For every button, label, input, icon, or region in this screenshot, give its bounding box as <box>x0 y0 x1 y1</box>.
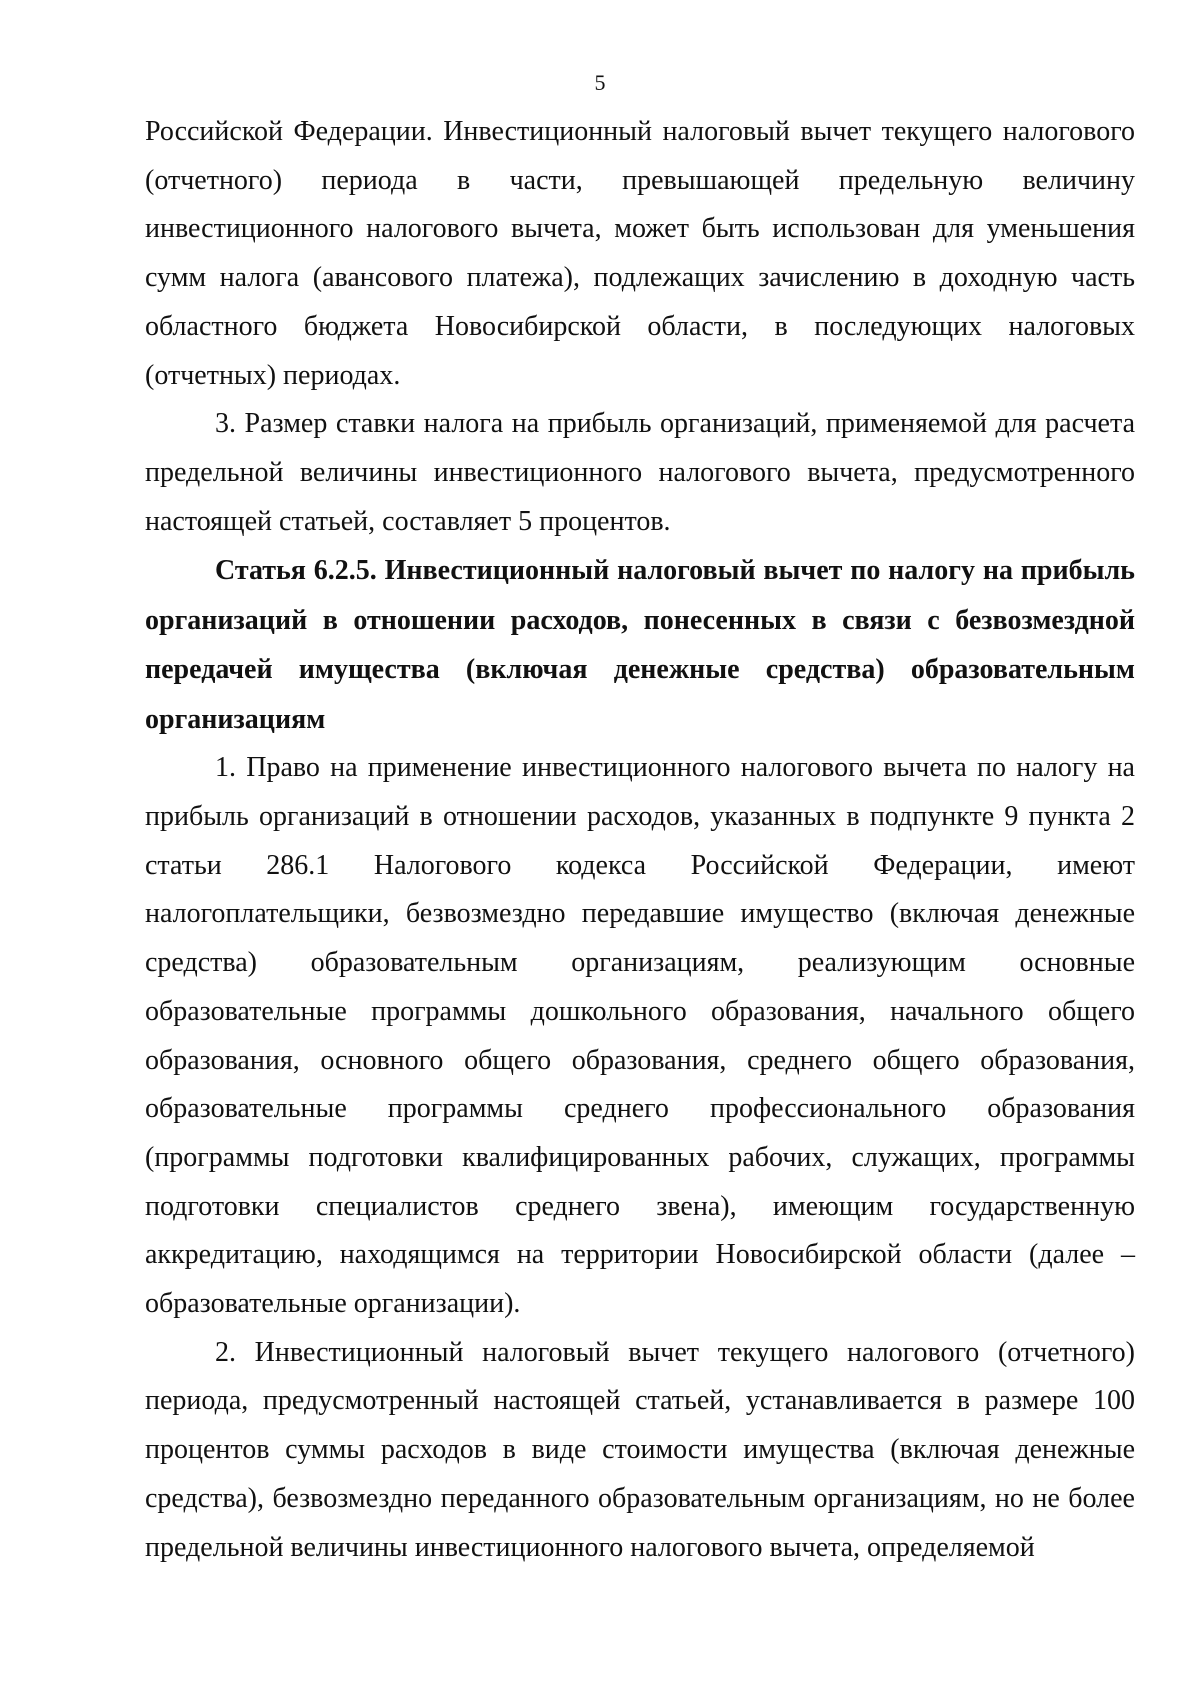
paragraph-item-1: 1. Право на применение инвестиционного налогового вычета по налогу на прибыль организаций в отношении расходов, указанных в подпункте 9 пункта 2 статьи 286.1 Налогового кодекса Российской Федерации, имеют налогоплательщики, безвозмездно передавшие имущество (включая денежные средства) образовательным организациям, реализующим основные образовательные программы дошкольного образования, начального общего образования, основного общего образования, среднего общего образования, образовательные программы среднего профессионального образования (программы подготовки квалифицированных рабочих, служащих, программы подготовки специалистов среднего звена), имеющим государственную аккредитацию, находящимся на территории Новосибирской области (далее – образовательные организации). <box>145 752 1135 1320</box>
page-number: 5 <box>594 70 606 95</box>
paragraph-item-3: 3. Размер ставки налога на прибыль организаций, применяемой для расчета предельной величины инвестиционного налогового вычета, предусмотренного настоящей статьей, составляет 5 процентов. <box>145 408 1135 537</box>
article-heading: Статья 6.2.5. Инвестиционный налоговый вычет по налогу на прибыль организаций в отношении расходов, понесенных в связи с безвозмездной передачей имущества (включая денежные средства) образовательным организациям <box>145 555 1135 735</box>
paragraph-item-2: 2. Инвестиционный налоговый вычет текущего налогового (отчетного) периода, предусмотренный настоящей статьей, устанавливается в размере 100 процентов суммы расходов в виде стоимости имущества (включая денежные средства), безвозмездно переданного образовательным организациям, но не более предельной величины инвестиционного налогового вычета, определяемой <box>145 1336 1135 1563</box>
document-body <box>145 108 1135 1572</box>
paragraph-continuation: Российской Федерации. Инвестиционный налоговый вычет текущего налогового (отчетного) периода в части, превышающей предельную величину инвестиционного налогового вычета, может быть использован для уменьшения сумм налога (авансового платежа), подлежащих зачислению в доходную часть областного бюджета Новосибирской области, в последующих налоговых (отчетных) периодах. <box>145 116 1135 391</box>
